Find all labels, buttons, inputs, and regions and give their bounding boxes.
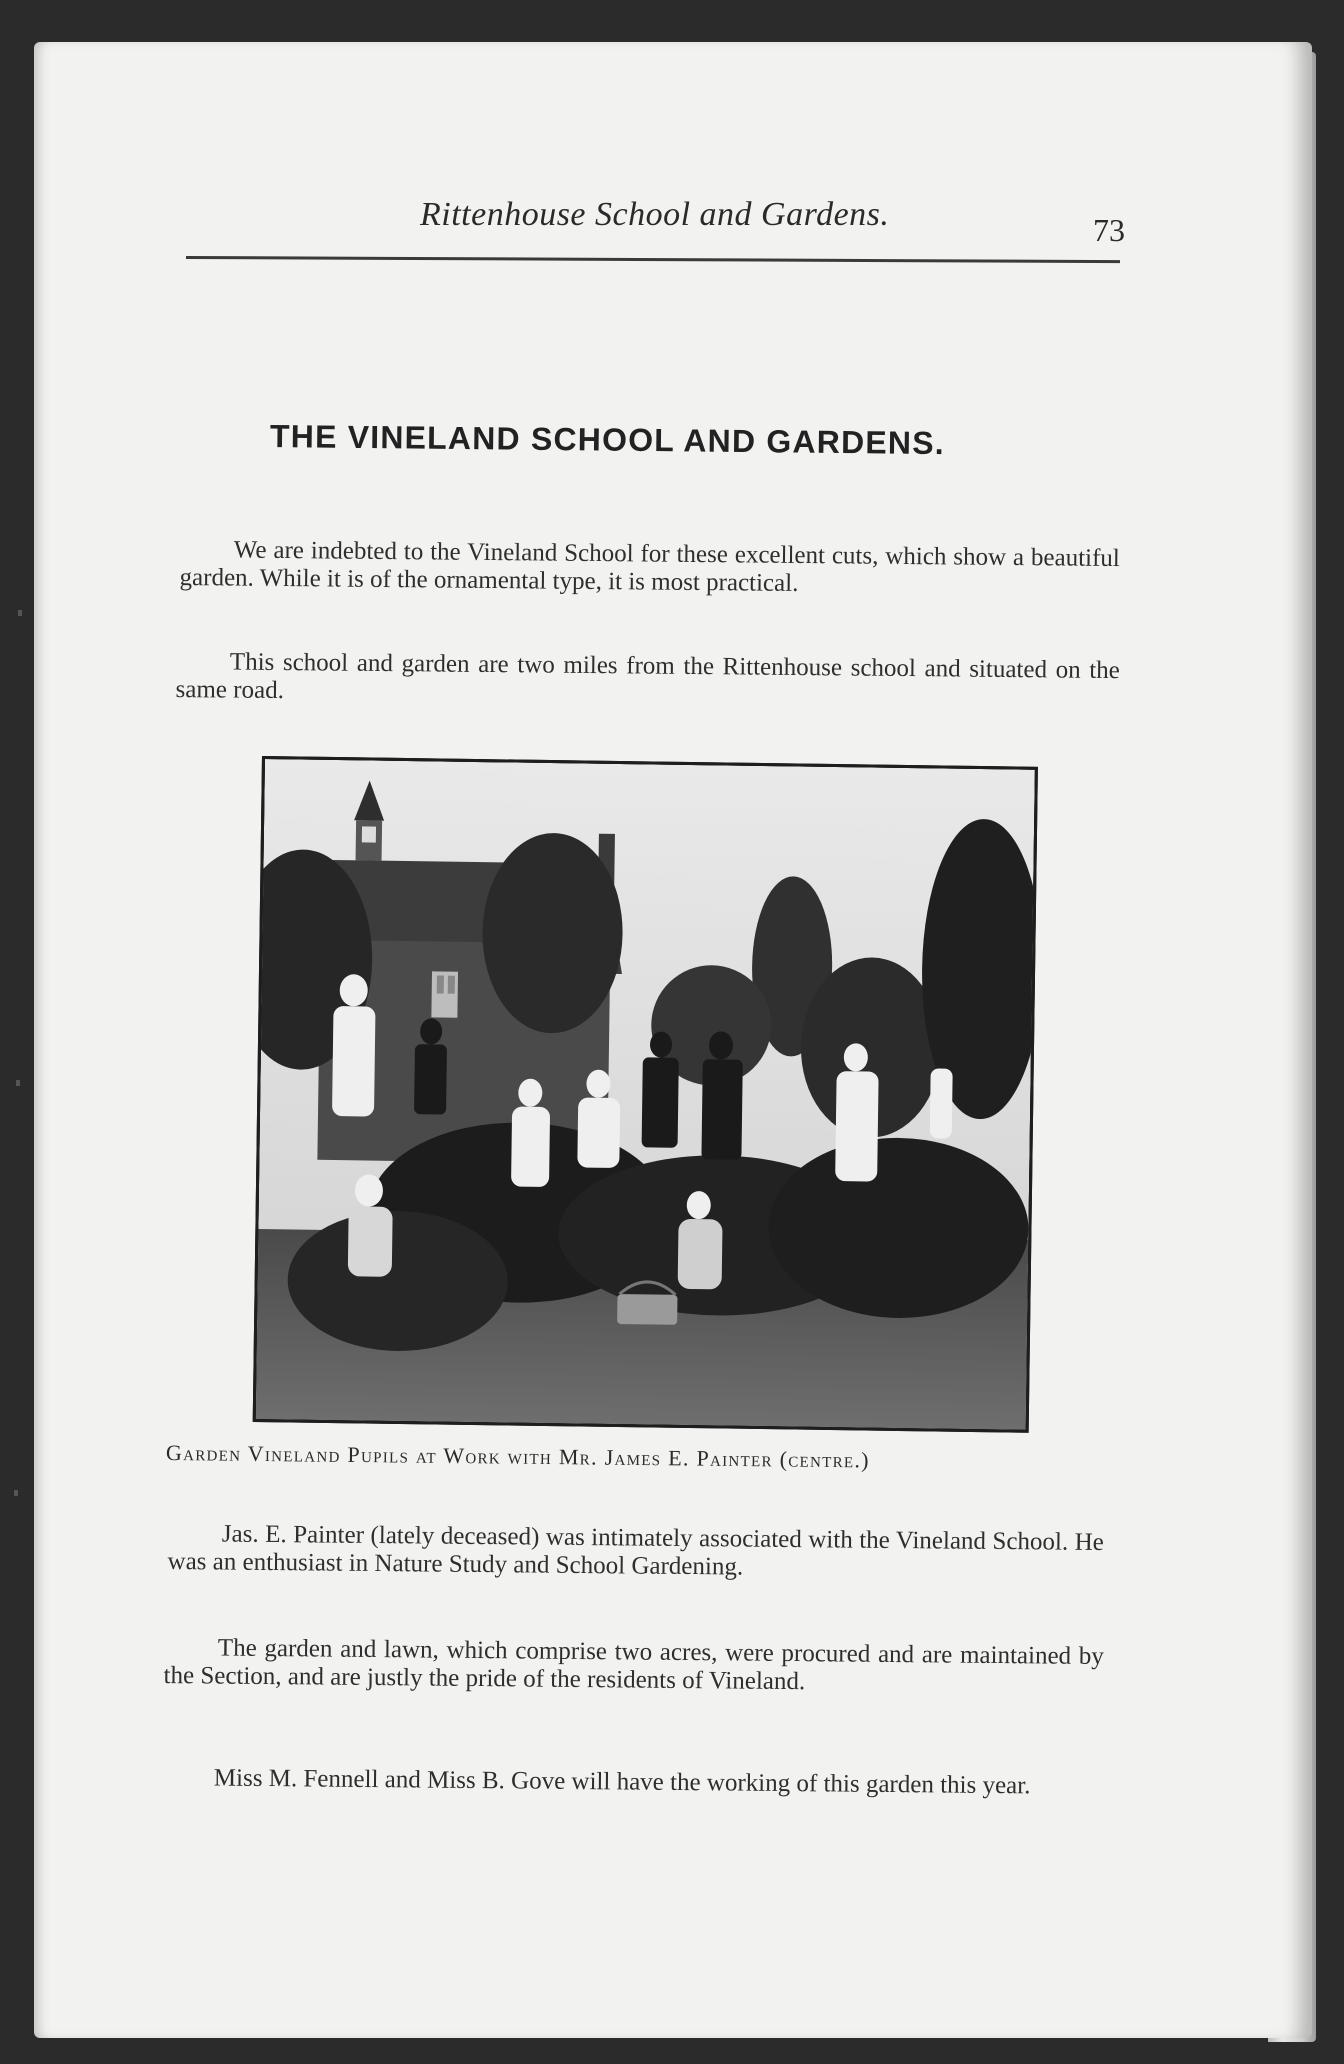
running-head: Rittenhouse School and Gardens. (420, 196, 890, 233)
page-number: 73 (1093, 212, 1125, 248)
paragraph-intro: We are indebted to the Vineland School for these excellent cuts, which show a beautiful garden. While it is of the ornamental type, it is most practical. (179, 536, 1120, 597)
paragraph-painter: Jas. E. Painter (lately deceased) was intimately associated with the Vineland School. He was an enthusiast in Nature Study and School Gardening. (167, 1520, 1104, 1581)
paragraph-fennell-gove: Miss M. Fennell and Miss B. Gove will have the working of this garden this year. (213, 1764, 1031, 1800)
margin-mark (16, 1080, 20, 1086)
photo-illustration (256, 759, 1035, 1430)
paragraph-location: This school and garden are two miles from the Rittenhouse school and situated on the same road. (175, 648, 1120, 705)
photo-caption: Garden Vineland Pupils at Work with Mr. James E. Painter (centre.) (165, 1440, 870, 1473)
article-title: THE VINELAND SCHOOL AND GARDENS. (269, 418, 946, 462)
paragraph-garden-lawn: The garden and lawn, which comprise two acres, were procured and are maintained by the Section, and are justly the pride of the residents of Vineland. (163, 1634, 1104, 1696)
margin-mark (18, 610, 22, 616)
garden-photograph (253, 756, 1038, 1433)
margin-mark (14, 1490, 18, 1496)
